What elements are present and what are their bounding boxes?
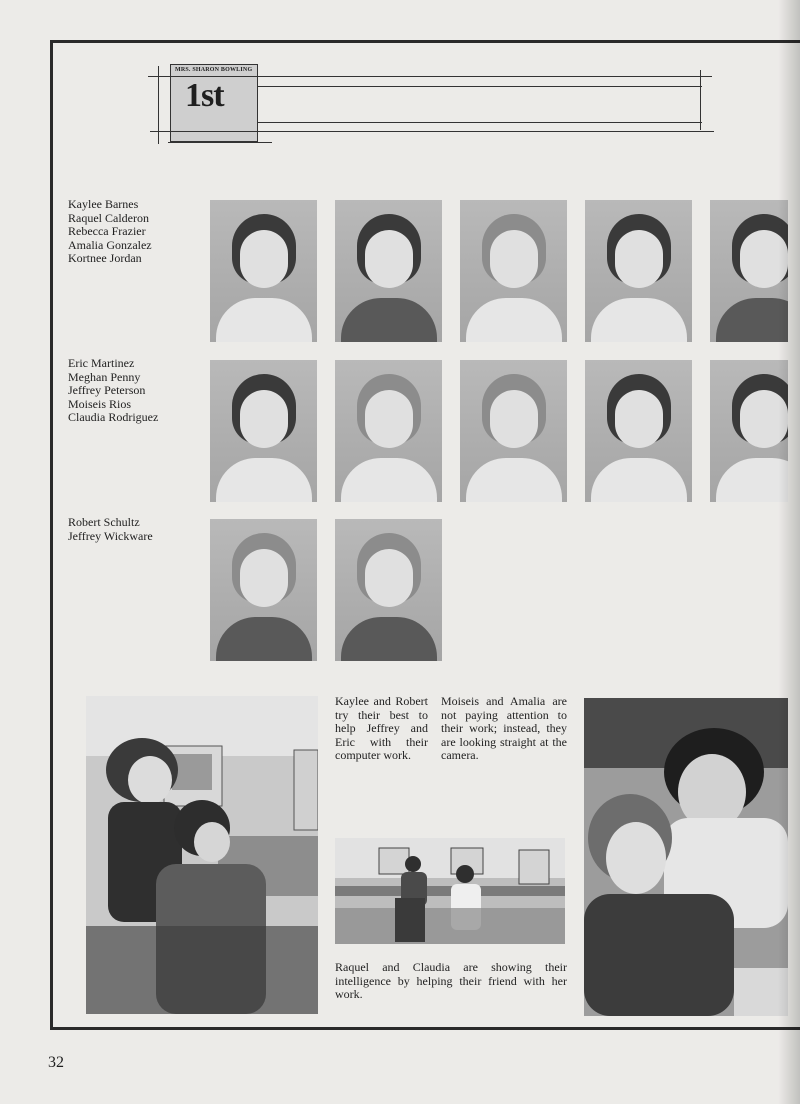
caption-bottom: Raquel and Claudia are showing their intelligence by helping their friend with her work. <box>335 960 567 1002</box>
header-rule-low <box>258 122 702 123</box>
header-rule-left <box>158 66 159 144</box>
caption-right: Moiseis and Amalia are not paying attention to their work; instead, they are looking straight at the camera. <box>441 694 567 763</box>
binding-shadow <box>778 0 800 1104</box>
student-name: Raquel Calderon <box>68 210 149 225</box>
student-portrait <box>585 200 692 342</box>
student-name: Moiseis Rios <box>68 396 132 411</box>
student-portrait <box>335 519 442 661</box>
names-row-2 <box>68 357 158 425</box>
candid-photo-computer-lab <box>86 696 318 1014</box>
student-portrait <box>335 200 442 342</box>
student-portrait <box>710 200 788 342</box>
student-portrait <box>210 360 317 502</box>
names-row-1 <box>68 198 152 266</box>
student-name: Claudia Rodriguez <box>68 410 159 425</box>
student-portrait <box>460 360 567 502</box>
student-name: Jeffrey Peterson <box>68 383 146 398</box>
student-name: Eric Martinez <box>68 356 135 370</box>
student-name: Jeffrey Wickware <box>68 528 153 543</box>
header-rule-top <box>148 76 712 77</box>
header-rule-foot <box>168 142 272 143</box>
student-portrait <box>710 360 788 502</box>
student-name: Amalia Gonzalez <box>68 237 152 252</box>
page-number: 32 <box>48 1054 64 1071</box>
grade-title: 1st <box>185 77 224 114</box>
student-portrait <box>585 360 692 502</box>
names-row-3 <box>68 516 153 543</box>
student-name: Kortnee Jordan <box>68 251 142 266</box>
student-portrait <box>460 200 567 342</box>
student-portrait <box>335 360 442 502</box>
caption-left: Kaylee and Robert try their best to help Jeffrey and Eric with their computer work. <box>335 694 428 763</box>
header-rule-bottom <box>150 131 714 132</box>
teacher-name: MRS. SHARON BOWLING <box>175 67 253 73</box>
student-name: Robert Schultz <box>68 515 140 529</box>
student-portrait <box>210 200 317 342</box>
student-portrait <box>210 519 317 661</box>
candid-photo-classroom <box>335 838 565 944</box>
student-name: Rebecca Frazier <box>68 224 146 239</box>
student-name: Meghan Penny <box>68 369 141 384</box>
student-name: Kaylee Barnes <box>68 197 139 211</box>
header-rule-right <box>700 70 701 130</box>
header-rule-mid <box>258 86 702 87</box>
candid-photo-helping <box>584 698 788 1016</box>
